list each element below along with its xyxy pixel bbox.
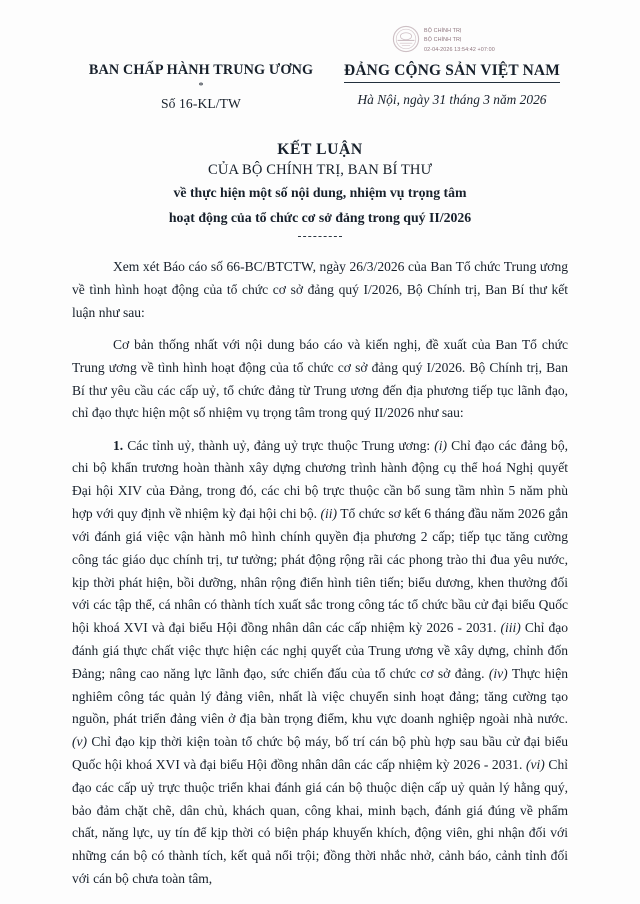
item-i-text: Chỉ đạo các đảng bộ, chi bộ khẩn trương hoàn thành xây dựng chương trình hành động cụ thể hoá Nghị quyết Đại hội XIV của Đảng, trong đó, các chi bộ trực thuộc cần bổ sung tầm nhìn 5 năm phù hợp với quy định về nhiệm kỳ đại hội chi bộ.: [72, 437, 568, 522]
header-star-separator: *: [198, 81, 204, 92]
item-i-marker: (i): [434, 437, 448, 453]
document-subject-line-2: hoạt động của tổ chức cơ sở đảng trong quý II/2026: [168, 209, 472, 225]
item-iii-text: Chỉ đạo đánh giá thực chất việc thực hiện các nghị quyết của Trung ương về xây dựng, chỉnh đốn Đảng; nâng cao năng lực lãnh đạo, sức chiến đấu của tổ chức cơ sở đảng.: [72, 620, 568, 681]
document-body: [72, 256, 568, 891]
national-motto-wrap: [336, 62, 568, 83]
item-iv-marker: (iv): [488, 665, 508, 681]
item-iv-text: Thực hiện nghiêm công tác quản lý đảng viên, nhất là việc chuyển sinh hoạt đảng; tăng cường tạo nguồn, phát triển đảng viên ở địa bàn trọng điểm, khu vực doanh nghiệp ngoài nhà nước.: [72, 665, 568, 727]
signature-text-block: [424, 25, 495, 55]
header-right-block: [330, 62, 568, 108]
item-iii-marker: (iii): [500, 620, 521, 636]
document-type-title: KẾT LUẬN: [277, 141, 363, 158]
item-ii-text: Tổ chức sơ kết 6 tháng đầu năm 2026 gắn với đánh giá việc vận hành mô hình chính quyền địa phương 2 cấp; tiếp tục tăng cường công tác giáo dục chính trị, tư tưởng; phát động rộng rãi các phong trào thi đua yêu nước, kịp thời phát hiện, bồi dưỡng, nhân rộng điển hình tiên tiến; biểu dương, khen thưởng đối với các tập thể, cá nhân có thành tích xuất sắc trong công tác tổ chức bầu cử đại biểu Quốc hội khoá XVI và đại biểu Hội đồng nhân dân các cấp nhiệm kỳ 2026 - 2031.: [72, 506, 568, 636]
paragraph-section-1: [72, 435, 568, 891]
document-subject-line-1: về thực hiện một số nội dung, nhiệm vụ trọng tâm: [173, 185, 467, 200]
item-ii-marker: (ii): [320, 506, 338, 522]
header-left-block: [72, 62, 330, 112]
title-divider: [298, 236, 342, 237]
document-number: Số 16-KL/TW: [160, 96, 241, 111]
section-1-number: 1.: [113, 437, 124, 453]
paragraph-preamble: Xem xét Báo cáo số 66-BC/BTCTW, ngày 26/3/2026 của Ban Tổ chức Trung ương về tình hình hoạt động của tổ chức cơ sở đảng quý I/2026, Bộ Chính trị, Ban Bí thư kết luận như sau:: [72, 258, 568, 320]
item-v-marker: (v): [72, 734, 88, 750]
signature-timestamp: 02-04-2026 13:54:42 +07:00: [424, 46, 495, 53]
item-v-text: Chỉ đạo kịp thời kiện toàn tổ chức bộ máy, bố trí cán bộ phù hợp sau bầu cử đại biểu Quốc hội khoá XVI và đại biểu Hội đồng nhân dân các cấp nhiệm kỳ 2026 - 2031.: [72, 734, 568, 772]
place-and-date: Hà Nội, ngày 31 tháng 3 năm 2026: [357, 92, 547, 107]
issuing-organization: BAN CHẤP HÀNH TRUNG ƯƠNG: [88, 62, 314, 78]
document-header: [72, 0, 568, 112]
item-vi-text: Chỉ đạo các cấp uỷ trực thuộc triển khai đánh giá cán bộ thuộc diện cấp uỷ quản lý hằng quý, bảo đảm chặt chẽ, dân chủ, khách quan, công khai, minh bạch, đánh giá đúng về phẩm chất, năng lực, uy tín để kịp thời có biện pháp khuyến khích, động viên, ghi nhận đối với những cán bộ có thành tích, kết quả nổi trội; đồng thời nhắc nhở, cảnh báo, cảnh tỉnh đối với cán bộ chưa toàn tâm,: [72, 757, 568, 887]
official-seal-icon: [392, 25, 420, 53]
item-vi-marker: (vi): [526, 757, 545, 772]
signature-line-1: BỘ CHÍNH TRỊ: [424, 28, 462, 34]
national-title: ĐẢNG CỘNG SẢN VIỆT NAM: [344, 62, 560, 83]
digital-signature-stamp: [392, 25, 495, 55]
signature-line-2: BỘ CHÍNH TRỊ: [424, 37, 462, 44]
section-1-intro: Các tỉnh uỷ, thành uỷ, đảng uỷ trực thuộc Trung ương:: [123, 437, 435, 453]
document-title-block: [72, 141, 568, 237]
paragraph-agreement: Cơ bản thống nhất với nội dung báo cáo và kiến nghị, đề xuất của Ban Tổ chức Trung ương về tình hình hoạt động của tổ chức cơ sở đảng quý I/2026. Bộ Chính trị, Ban Bí thư yêu cầu các cấp uỷ, tổ chức đảng từ Trung ương đến địa phương tiếp tục lãnh đạo, chỉ đạo thực hiện một số nhiệm vụ trọng tâm trong quý II/2026 như sau:: [72, 336, 568, 421]
document-issuer-title: CỦA BỘ CHÍNH TRỊ, BAN BÍ THƯ: [208, 162, 432, 178]
